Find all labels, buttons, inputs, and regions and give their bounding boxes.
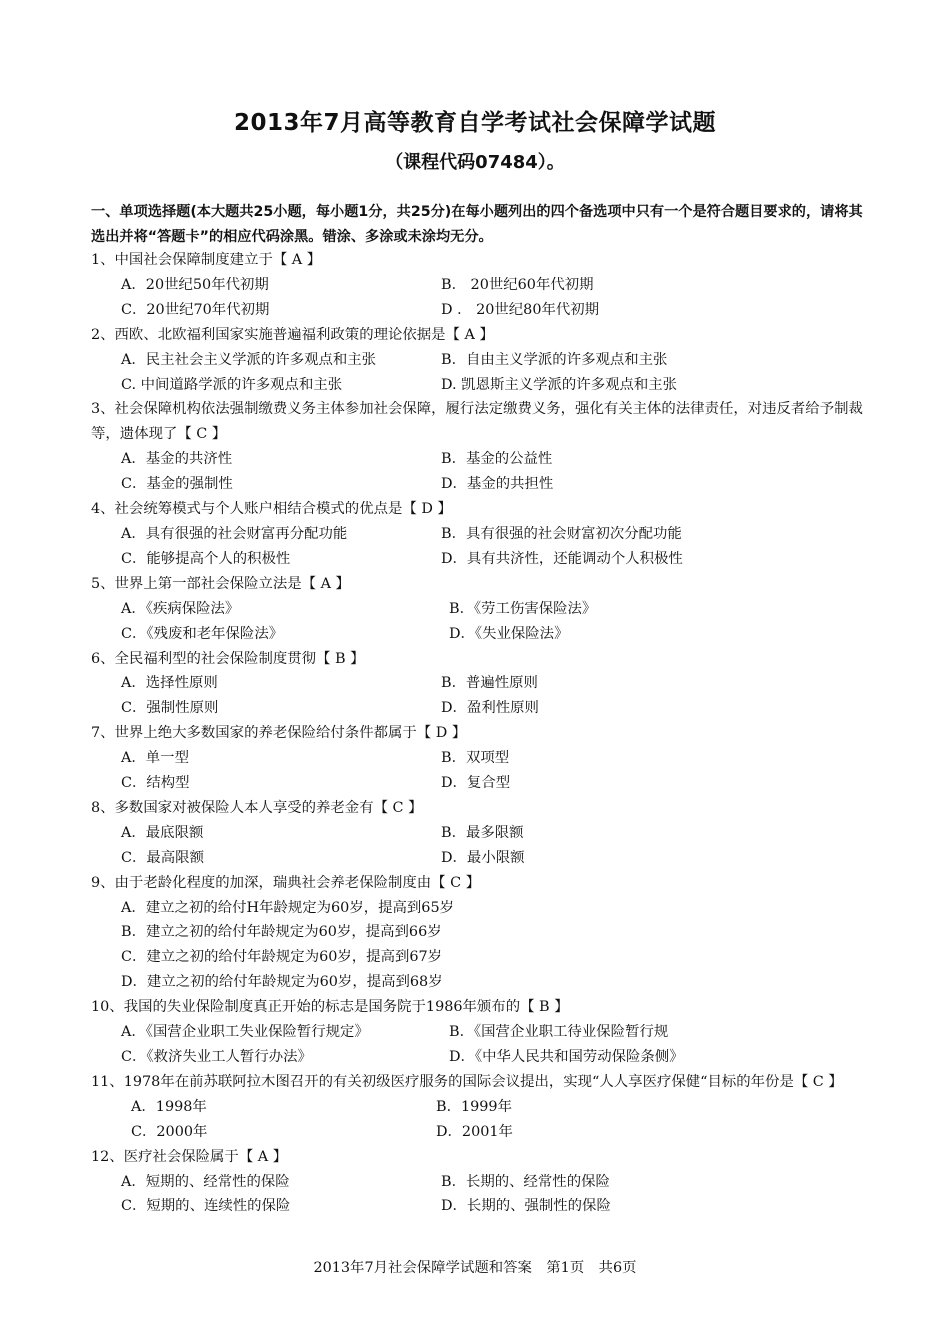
question-stem: 5、世界上第一部社会保险立法是【 A 】 [91,575,350,592]
option-d: D. 凯恩斯主义学派的许多观点和主张 [441,376,678,393]
option-d: D ． 20世纪80年代初期 [441,301,600,318]
question-stem: 6、全民福利型的社会保险制度贯彻【 B 】 [91,650,365,667]
option-c: C．基金的强制性 [121,476,233,493]
option-a: A．最底限额 [121,824,204,841]
option-c: C．2000年 [131,1123,208,1140]
question-stem: 7、世界上绝大多数国家的养老保险给付条件都属于【 D 】 [91,725,467,742]
option-b: B．普遍性原则 [441,675,538,692]
option-a: A．具有很强的社会财富再分配功能 [121,525,348,542]
option-b: B．自由主义学派的许多观点和主张 [441,351,668,368]
question-stem: 11、1978年在前苏联阿拉木图召开的有关初级医疗服务的国际会议提出，实现“人人享医疗保健“目标的年份是【 C 】 [91,1073,843,1090]
option-b: B．《劳工伤害保险法》 [449,600,597,617]
question-8 [91,796,866,871]
option-a: A．《国营企业职工失业保险暂行规定》 [121,1024,369,1041]
option-a: A．短期的、经常性的保险 [121,1173,290,1190]
question-stem: 4、社会统筹模式与个人账户相结合模式的优点是【 D 】 [91,501,452,518]
option-a: A．选择性原则 [121,675,218,692]
option-d: D．长期的、强制性的保险 [441,1198,611,1215]
option-d: D．基金的共担性 [441,476,554,493]
option-a: A．建立之初的给付H年龄规定为60岁，提高到65岁 [121,899,454,916]
option-d: D．盈利性原则 [441,700,539,717]
question-7 [91,721,866,796]
question-5 [91,572,866,647]
option-a: A．1998年 [131,1098,207,1115]
option-c: C．《残废和老年保险法》 [121,625,284,642]
question-stem: 10、我国的失业保险制度真正开始的标志是国务院于1986年颁布的【 B 】 [91,999,569,1016]
question-stem: 9、由于老龄化程度的加深，瑞典社会养老保险制度由【 C 】 [91,874,481,891]
course-code: （课程代码07484）。 [385,152,565,173]
option-c: C．能够提高个人的积极性 [121,550,291,567]
option-a: A．单一型 [121,750,189,767]
option-d: D．建立之初的给付年龄规定为60岁，提高到68岁 [121,974,443,991]
question-9 [91,871,866,996]
question-6 [91,647,866,722]
option-c: C．建立之初的给付年龄规定为60岁，提高到67岁 [121,949,443,966]
question-1 [91,248,866,323]
option-c: C．结构型 [121,775,190,792]
option-a: A．民主社会主义学派的许多观点和主张 [121,351,377,368]
question-stem: 12、医疗社会保险属于【 A 】 [91,1148,288,1165]
option-c: C．强制性原则 [121,700,219,717]
question-3 [91,397,866,497]
page-title: 2013年7月高等教育自学考试社会保障学试题 [233,110,717,136]
option-b: B． 20世纪60年代初期 [441,276,594,293]
option-b: B．具有很强的社会财富初次分配功能 [441,525,682,542]
question-stem: 8、多数国家对被保险人本人享受的养老金有【 C 】 [91,799,423,816]
option-d: D．《中华人民共和国劳动保险条侧》 [449,1049,684,1065]
option-a: A．20世纪50年代初期 [121,276,269,293]
section-heading: 一、单项选择题(本大题共25小题，每小题1分，共25分)在每小题列出的四个备选项中只有一个是符合题目要求的，请将其选出并将“答题卡”的相应代码涂黑。错涂、多涂或未涂均无分。 [91,204,863,245]
option-b: B．双项型 [441,750,510,767]
option-d: D．最小限额 [441,849,525,866]
question-4 [91,497,866,572]
option-d: D．2001年 [436,1123,513,1140]
question-stem: 1、中国社会保障制度建立于【 A 】 [91,252,322,268]
option-c: C. 中间道路学派的许多观点和主张 [121,376,343,393]
question-12 [91,1145,866,1220]
option-b: B．建立之初的给付年龄规定为60岁，提高到66岁 [121,924,442,941]
option-b: B．长期的、经常性的保险 [441,1173,610,1190]
question-11 [91,1070,866,1145]
option-b: B．《国营企业职工待业保险暂行规 [449,1024,669,1041]
option-a: A．《疾病保险法》 [121,600,240,617]
option-d: D．具有共济性，还能调动个人积极性 [441,550,683,567]
option-c: C．最高限额 [121,849,204,866]
question-list [91,248,866,1219]
option-d: D．《失业保险法》 [449,625,569,642]
option-b: B．1999年 [436,1098,512,1115]
option-d: D．复合型 [441,775,511,792]
option-b: B．最多限额 [441,824,524,841]
option-c: C．《救济失业工人暂行办法》 [121,1049,312,1065]
question-2 [91,323,866,398]
option-b: B．基金的公益性 [441,451,553,468]
option-a: A．基金的共济性 [121,451,233,468]
page-footer: 2013年7月社会保障学试题和答案 第1页 共6页 [313,1260,637,1276]
question-10 [91,995,866,1070]
question-stem: 3、社会保障机构依法强制缴费义务主体参加社会保障，履行法定缴费义务，强化有关主体的法律责任，对违反者给予制裁等，遗体现了【 C 】 [91,401,863,443]
question-stem: 2、西欧、北欧福利国家实施普遍福利政策的理论依据是【 A 】 [91,326,494,343]
option-c: C．20世纪70年代初期 [121,301,270,318]
option-c: C．短期的、连续性的保险 [121,1198,291,1215]
